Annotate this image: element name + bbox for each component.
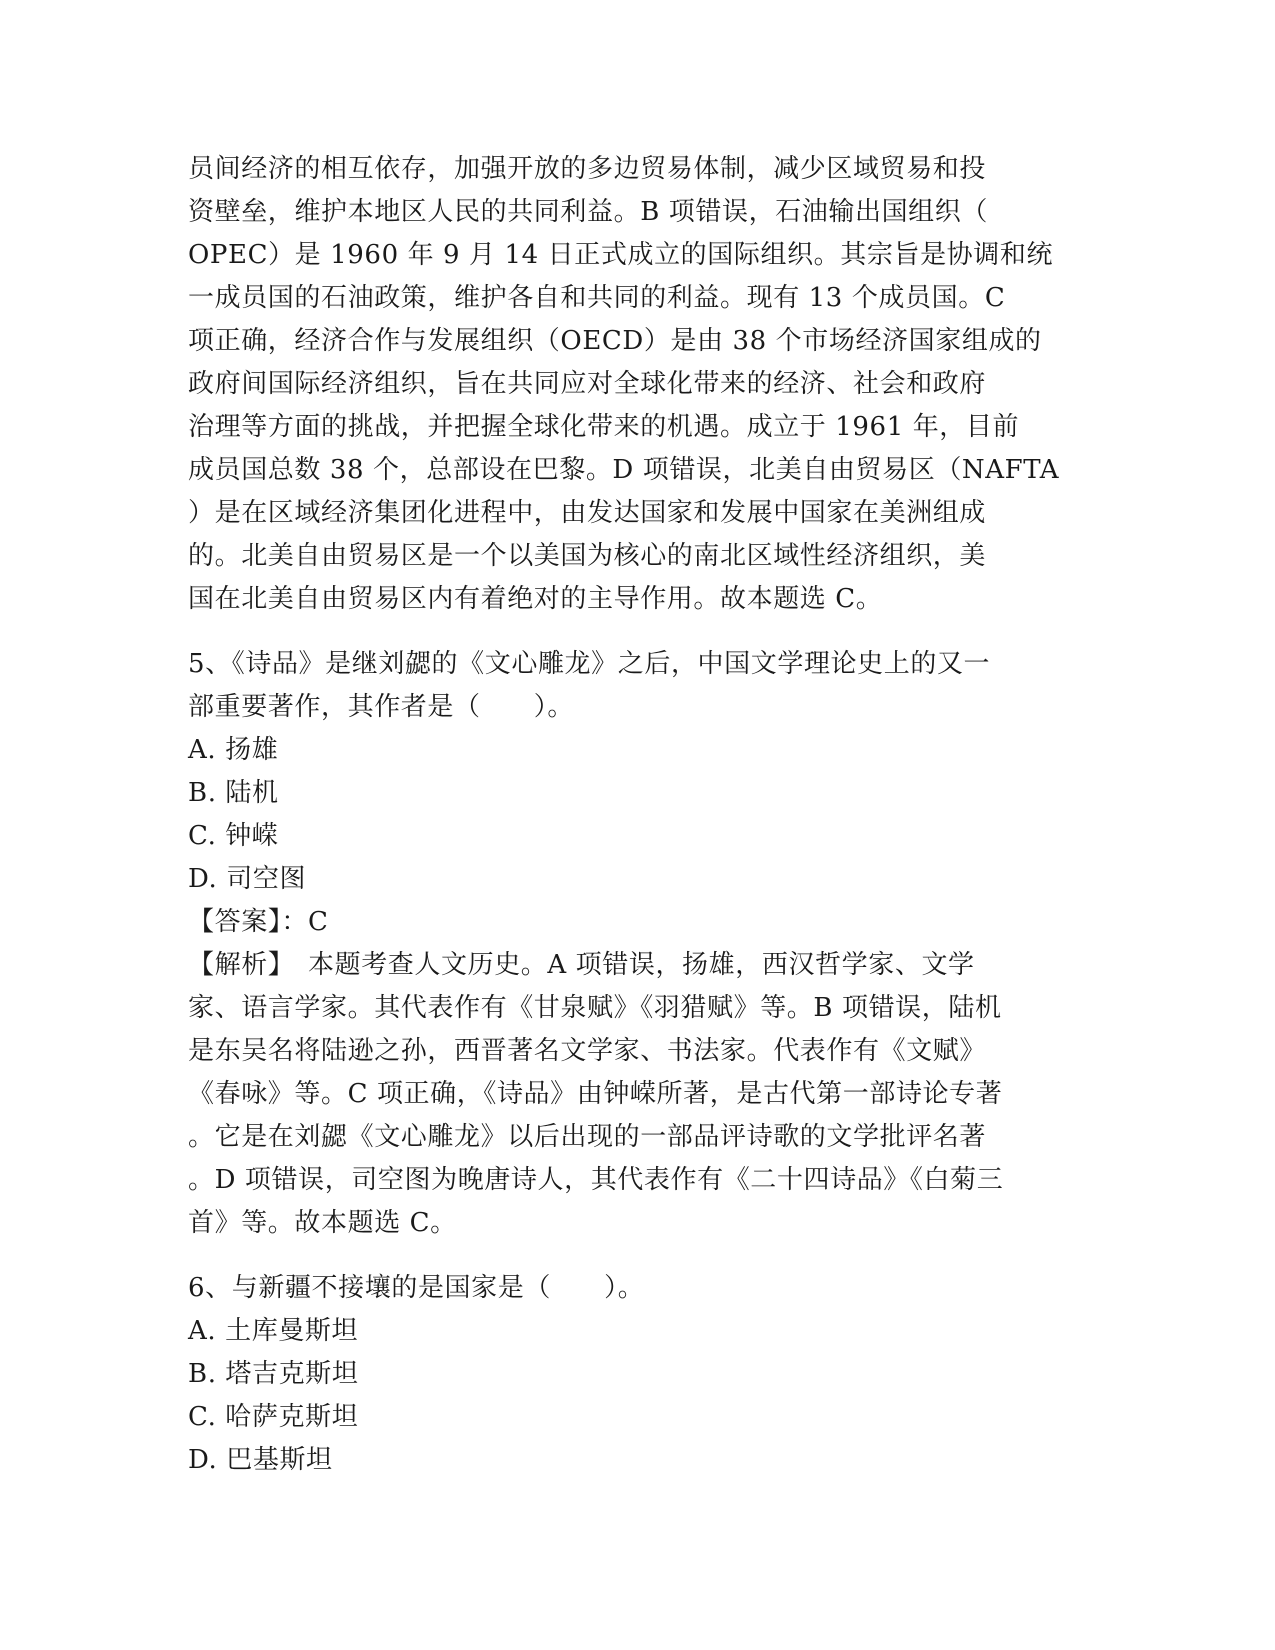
question-stem: 5、《诗品》是继刘勰的《文心雕龙》之后，中国文学理论史上的又一 <box>188 649 991 679</box>
analysis-line: 【解析】 本题考查人文历史。A 项错误，扬雄，西汉哲学家、文学 <box>188 950 975 980</box>
option-b: B. 陆机 <box>188 778 279 808</box>
option-d: D. 巴基斯坦 <box>188 1445 333 1475</box>
text-line: 治理等方面的挑战，并把握全球化带来的机遇。成立于 1961 年，目前 <box>188 412 1020 442</box>
text-line: 项正确，经济合作与发展组织（OECD）是由 38 个市场经济国家组成的 <box>188 326 1042 356</box>
previous-analysis-continuation <box>188 148 1083 621</box>
question-6 <box>188 1267 1083 1482</box>
text-line: 成员国总数 38 个，总部设在巴黎。D 项错误，北美自由贸易区（NAFTA <box>188 455 1060 485</box>
option-c: C. 钟嵘 <box>188 821 279 851</box>
option-b: B. 塔吉克斯坦 <box>188 1359 359 1389</box>
answer: 【答案】：C <box>188 907 329 937</box>
text-line: 一成员国的石油政策，维护各自和共同的利益。现有 13 个成员国。C <box>188 283 1006 313</box>
option-a: A. 土库曼斯坦 <box>188 1316 359 1346</box>
text-line: 国在北美自由贸易区内有着绝对的主导作用。故本题选 C。 <box>188 584 883 614</box>
option-a: A. 扬雄 <box>188 735 279 765</box>
analysis-line: 。它是在刘勰《文心雕龙》以后出现的一部品评诗歌的文学批评名著 <box>188 1122 987 1152</box>
question-stem: 6、与新疆不接壤的是国家是（ ）。 <box>188 1273 645 1303</box>
question-stem: 部重要著作，其作者是（ ）。 <box>188 692 575 722</box>
text-line: 的。北美自由贸易区是一个以美国为核心的南北区域性经济组织，美 <box>188 541 987 571</box>
spacer <box>188 621 1083 643</box>
text-line: ）是在区域经济集团化进程中，由发达国家和发展中国家在美洲组成 <box>188 498 987 528</box>
text-line: 政府间国际经济组织，旨在共同应对全球化带来的经济、社会和政府 <box>188 369 987 399</box>
text-line: OPEC）是 1960 年 9 月 14 日正式成立的国际组织。其宗旨是协调和统 <box>188 240 1054 270</box>
document-page <box>188 148 1083 1482</box>
question-5 <box>188 643 1083 1245</box>
analysis-line: 。D 项错误，司空图为晚唐诗人，其代表作有《二十四诗品》《白菊三 <box>188 1165 1004 1195</box>
analysis-line: 是东吴名将陆逊之孙，西晋著名文学家、书法家。代表作有《文赋》 <box>188 1036 987 1066</box>
analysis-line: 《春咏》等。C 项正确，《诗品》由钟嵘所著，是古代第一部诗论专著 <box>188 1079 1003 1109</box>
option-d: D. 司空图 <box>188 864 307 894</box>
text-line: 资壁垒，维护本地区人民的共同利益。B 项错误，石油输出国组织（ <box>188 197 988 227</box>
spacer <box>188 1245 1083 1267</box>
text-line: 员间经济的相互依存，加强开放的多边贸易体制，减少区域贸易和投 <box>188 154 987 184</box>
option-c: C. 哈萨克斯坦 <box>188 1402 359 1432</box>
analysis-line: 首》等。故本题选 C。 <box>188 1208 457 1238</box>
analysis-line: 家、语言学家。其代表作有《甘泉赋》《羽猎赋》等。B 项错误，陆机 <box>188 993 1002 1023</box>
